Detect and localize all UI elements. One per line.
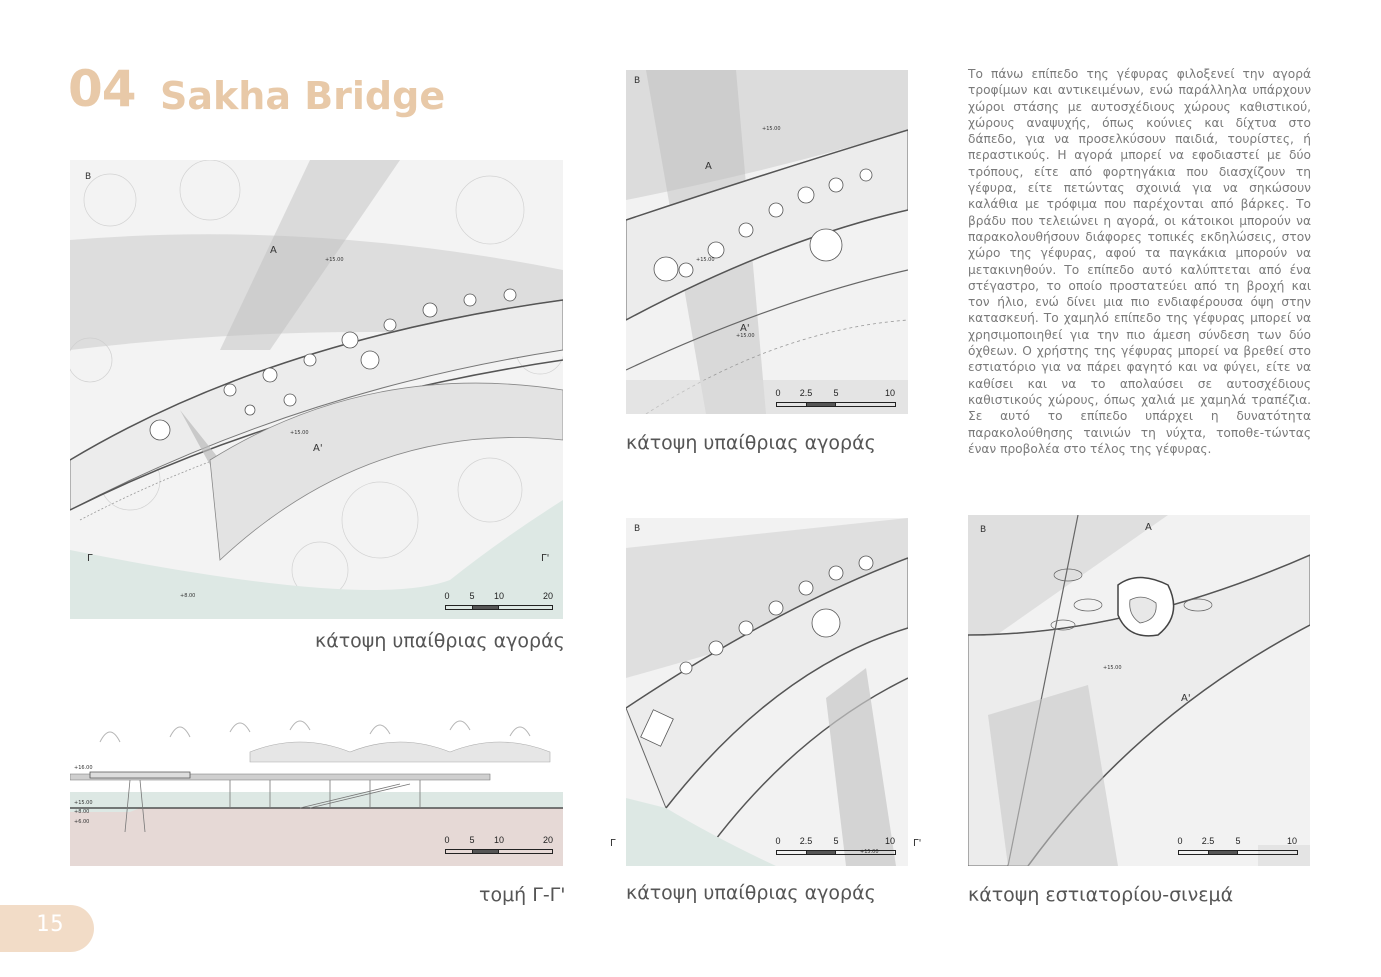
scale-tick: 5 (833, 388, 839, 398)
scale-tick: 5 (833, 836, 839, 846)
section-caption: τομή Γ-Γ' (479, 884, 566, 906)
plan-main-scale-bar (445, 591, 553, 610)
plan-bottom-b-label: B (634, 524, 641, 534)
plan-restaurant-drawing (968, 515, 1310, 866)
scale-tick: 0 (775, 388, 781, 398)
page-number: 15 (36, 912, 65, 937)
scale-tick: 20 (542, 591, 554, 601)
plan-main-a-label: A (270, 245, 277, 256)
plan-bottom-mid-drawing (626, 518, 908, 866)
scale-tick: 10 (884, 836, 896, 846)
plan-main-level-1: +15.00 (325, 257, 344, 263)
plan-bottom-mid-caption: κάτοψη υπαίθριας αγοράς (626, 882, 876, 904)
scale-tick: 5 (469, 591, 475, 601)
section-scale-bar (445, 835, 553, 854)
scale-tick: 10 (493, 591, 505, 601)
plan-top-a2-label: A' (740, 323, 750, 334)
plan-main-level-3: +8.00 (180, 593, 196, 599)
section-level-2: +15.00 (74, 800, 93, 806)
section-level-1: +16.00 (74, 765, 93, 771)
plan-top-b-label: B (634, 76, 641, 86)
plan-top-mid-drawing (626, 70, 908, 414)
plan-main-level-2: +15.00 (290, 430, 309, 436)
plan-top-a-label: A (705, 161, 712, 172)
plan-rest-level-1: +15.00 (1103, 665, 1122, 671)
scale-tick: 0 (444, 591, 450, 601)
scale-tick: 5 (1235, 836, 1241, 846)
plan-bottom-g2-label: Γ' (913, 838, 922, 849)
plan-rest-b-label: B (980, 525, 987, 535)
plan-main-g-label: Γ (87, 553, 93, 564)
scale-tick: 2.5 (799, 836, 813, 846)
plan-bottom-level-1: +15.00 (860, 849, 879, 855)
scale-tick: 10 (1286, 836, 1298, 846)
plan-main-drawing (70, 160, 563, 619)
scale-tick: 20 (542, 835, 554, 845)
plan-main-b-label: B (85, 172, 92, 182)
plan-bottom-mid-scale-bar (776, 836, 896, 855)
scale-tick: 2.5 (799, 388, 813, 398)
scale-tick: 5 (469, 835, 475, 845)
plan-restaurant-caption: κάτοψη εστιατορίου-σινεμά (968, 884, 1234, 906)
plan-top-mid-scale-bar (776, 388, 896, 407)
scale-tick: 10 (884, 388, 896, 398)
plan-top-level-1: +15.00 (762, 126, 781, 132)
plan-main-a2-label: A' (313, 443, 323, 454)
plan-top-level-2: +15.00 (696, 257, 715, 263)
plan-top-mid-caption: κάτοψη υπαίθριας αγοράς (626, 432, 876, 454)
plan-main-caption: κάτοψη υπαίθριας αγοράς (315, 630, 565, 652)
plan-top-level-3: +15.00 (736, 333, 755, 339)
scale-tick: 0 (1177, 836, 1183, 846)
plan-bottom-g-label: Γ (610, 838, 616, 849)
plan-rest-a2-label: A' (1181, 693, 1191, 704)
description-text: Το πάνω επίπεδο της γέφυρας φιλοξενεί την αγορά τροφίμων και αντικειμένων, ενώ παράλληλα υπάρχουν χώροι στάσης με αυτοσχέδιους χώρους καθιστικού, χώρους αναψυχής, όπως κούνιες και δίχτυα στο δάπεδο, για να προσελκύσουν παιδιά, τουρίστες, ή περαστικούς. Η αγορά μπορεί να εφοδιαστεί με δύο τρόπους, είτε από φορτηγάκια που διασχίζουν τη γέφυρα, είτε πετώντας σχοινιά για να σηκώσουν καλάθια με τρόφιμα που παρέχονται από βάρκες. Το βράδυ που τελειώνει η αγορά, οι κάτοικοι μπορούν να παρακολουθήσουν διάφορες τοπικές εκδηλώσεις, στον χώρο της γέφυρας, αφού τα παγκάκια μπορούν να μετακινηθούν. Το επίπεδο αυτό καλύπτεται από ένα στέγαστρο, το οποίο προστατεύει από τη βροχή και τον ήλιο, ενώ δίνει μια πιο ενδιαφέρουσα όψη στην κατασκευή. Το χαμηλό επίπεδο της γέφυρας μπορεί να χρησιμοποιηθεί για την πιο άμεση σύνδεση των δύο όχθεων. Ο χρήστης της γέφυρας μπορεί να βρεθεί στο εστιατόριο για να πάρει φαγητό και να φύγει, είτε να καθίσει και να το απολαύσει σε αυτοσχέδιους καθιστικούς χώρους, όπως χαλιά με χαμηλά τραπέζια. Σε αυτό το επίπεδο υπάρχει η δυνατότητα παρακολούθησης ταινιών τη νύχτα, τοποθε-τώντας έναν προβολέα στο τέλος της γέφυρας. (968, 67, 1311, 456)
scale-tick: 2.5 (1201, 836, 1215, 846)
scale-tick: 0 (775, 836, 781, 846)
plan-rest-a-label: A (1145, 522, 1152, 533)
plan-restaurant-scale-bar (1178, 836, 1298, 855)
scale-tick: 0 (444, 835, 450, 845)
section-level-4: +6.00 (74, 819, 90, 825)
plan-main-g2-label: Γ' (541, 553, 550, 564)
chapter-number: 04 (68, 60, 136, 118)
scale-tick: 10 (493, 835, 505, 845)
section-level-3: +8.00 (74, 809, 90, 815)
page-title: Sakha Bridge (160, 74, 446, 118)
